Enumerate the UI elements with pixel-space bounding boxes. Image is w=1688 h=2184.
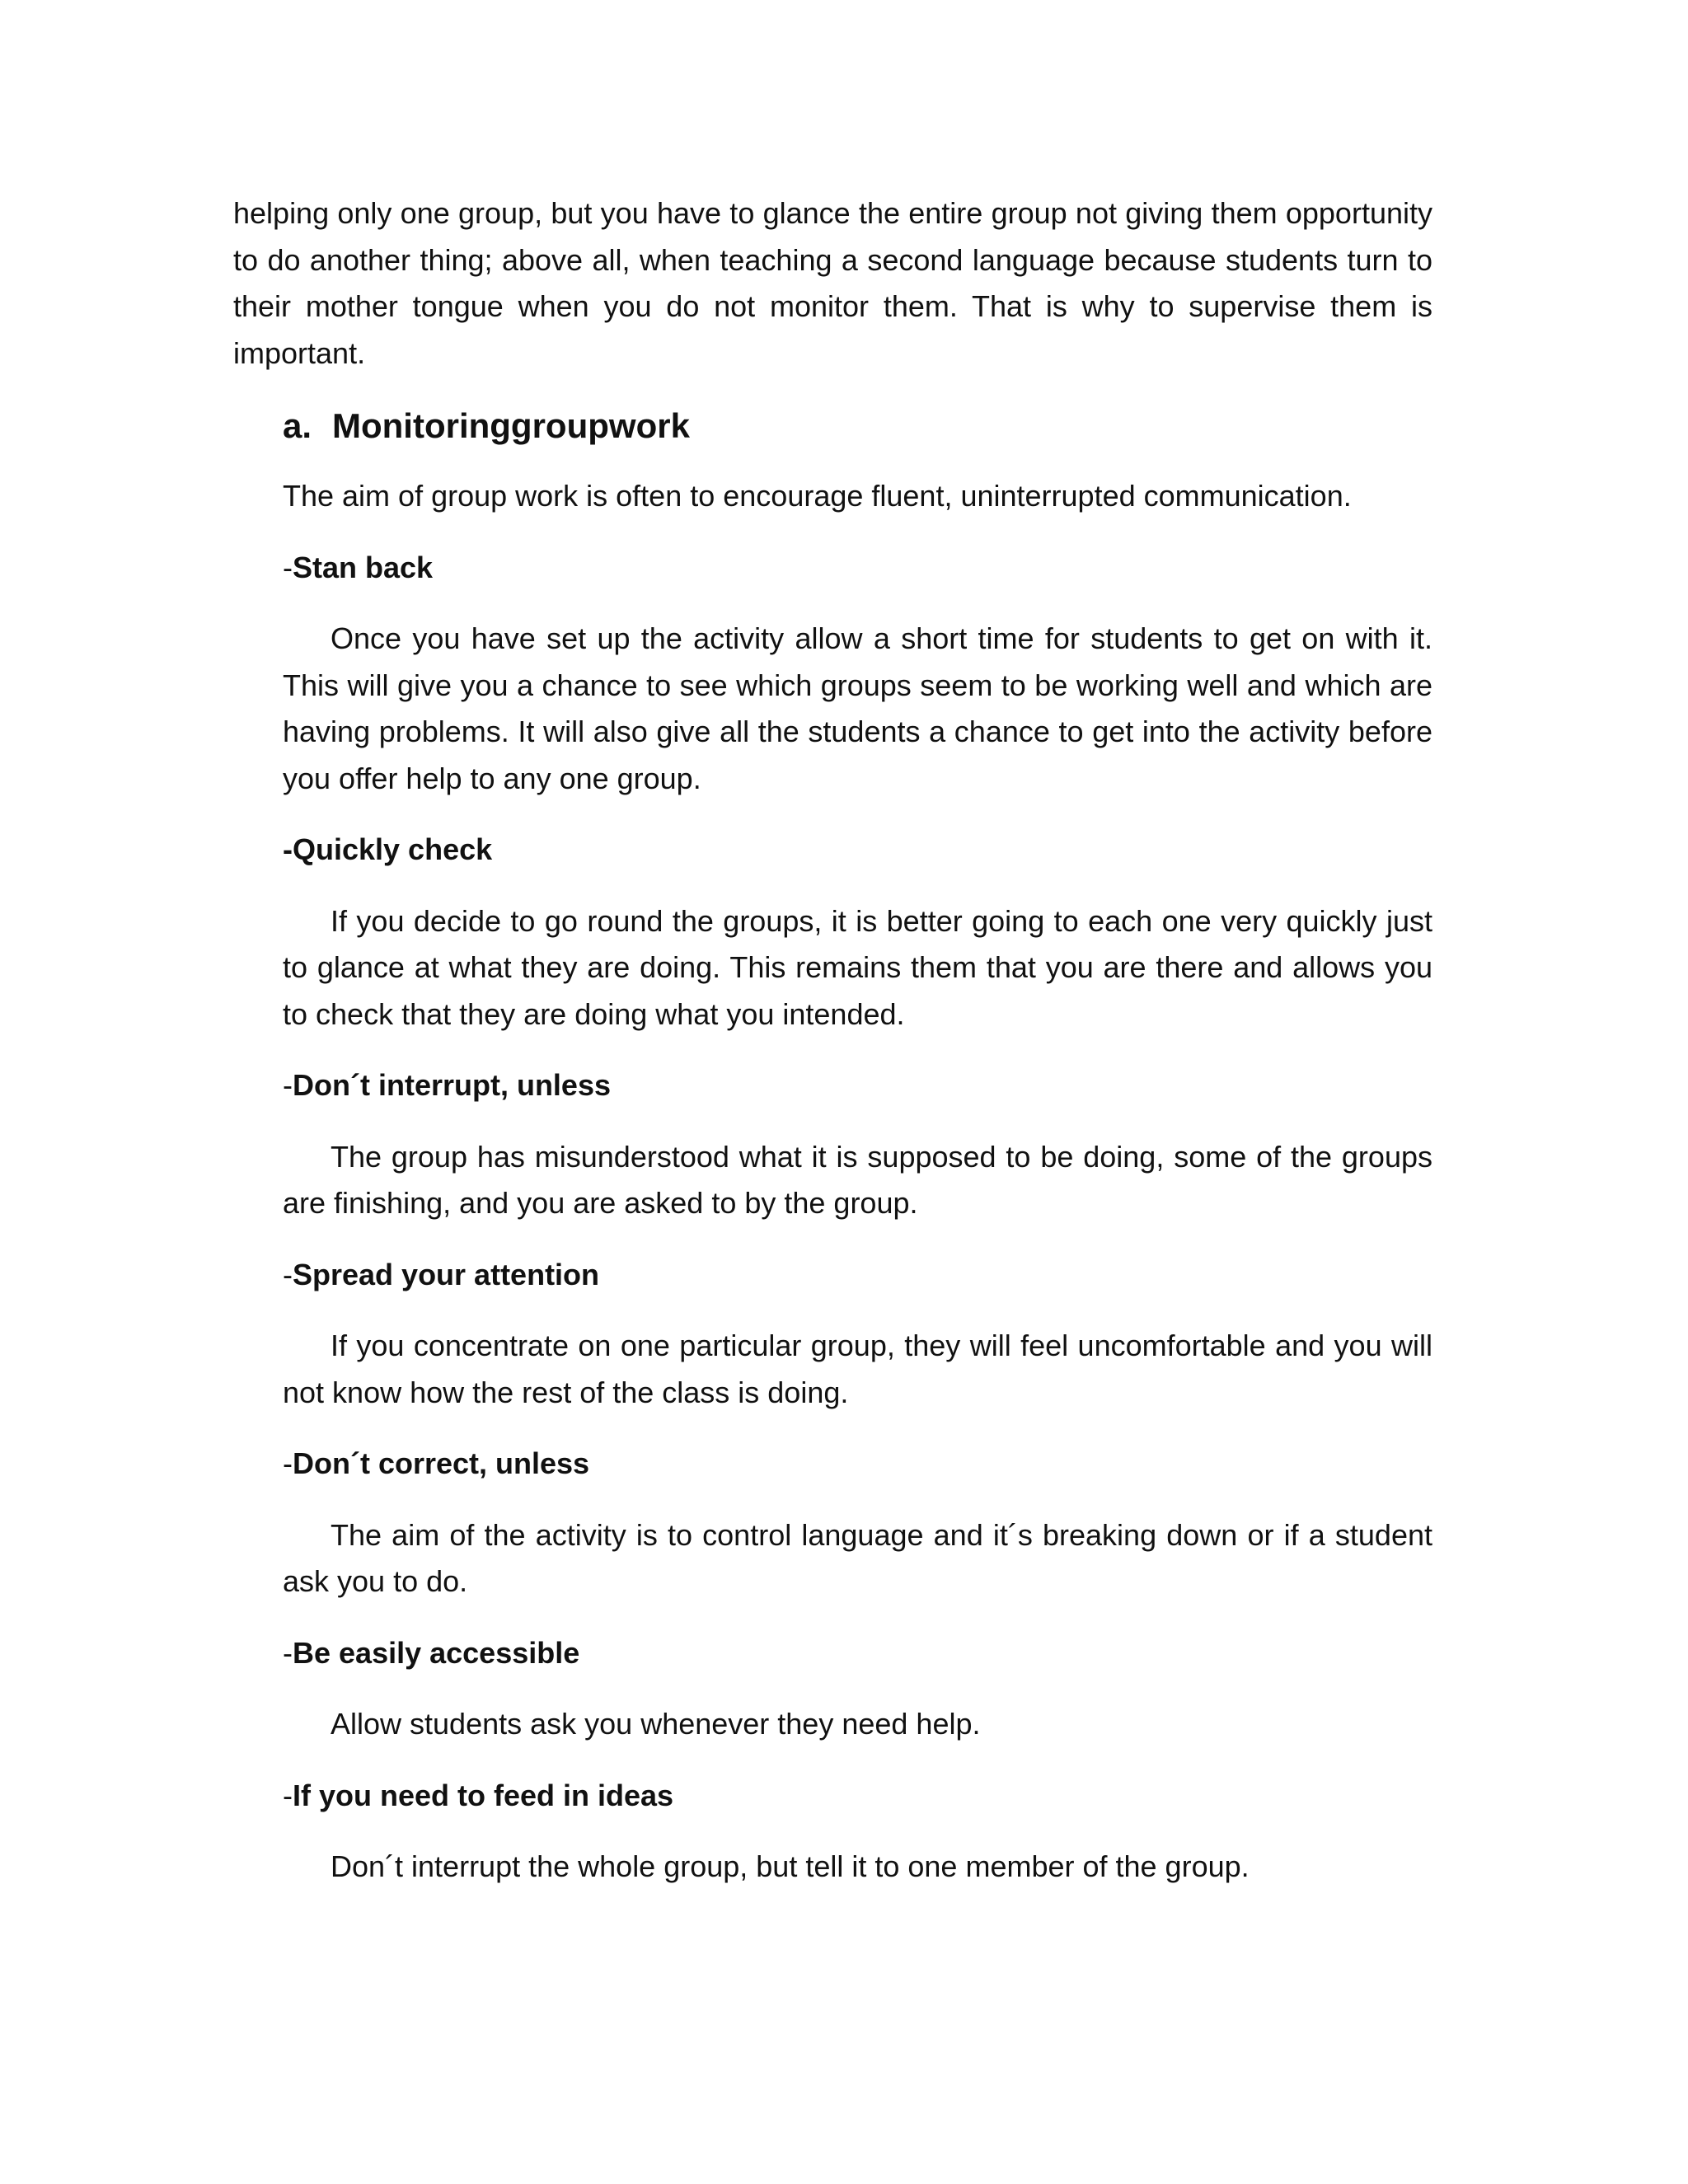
monitoring-section	[283, 399, 1432, 1891]
item-title	[283, 1062, 1432, 1109]
item-body: Allow students ask you whenever they need help.	[331, 1707, 981, 1741]
item-title	[283, 827, 1432, 874]
item-title	[283, 545, 1432, 592]
item-body: Once you have set up the activity allow a short time for students to get on with it. This will give you a chance to see which groups seem to be working well and which are having problems. It will also give all the students a chance to get into the activity before you offer help to any one group.	[283, 621, 1432, 795]
item-title-text: Stan back	[293, 550, 434, 584]
item-title	[283, 1441, 1432, 1488]
item-body: If you concentrate on one particular group, they will feel uncomfortable and you will not know how the rest of the class is doing.	[283, 1329, 1432, 1409]
item-prefix: -	[283, 1778, 293, 1812]
item-title-text: -Quickly check	[283, 832, 493, 866]
list-marker: a.	[283, 406, 312, 445]
item-title-text: Be easily accessible	[293, 1635, 580, 1670]
item-title	[283, 1773, 1432, 1820]
section-heading-text: Monitoringgroupwork	[332, 406, 690, 445]
item-title-text: Don´t correct, unless	[293, 1446, 590, 1480]
intro-paragraph: helping only one group, but you have to glance the entire group not giving them opportunity to do another thing; above all, when teaching a second language because students turn to their mother tongue when you do not monitor them. That is why to supervise them is important.	[233, 196, 1432, 370]
item-title	[283, 1630, 1432, 1677]
item-title-text: If you need to feed in ideas	[293, 1778, 674, 1812]
item-prefix: -	[283, 550, 293, 584]
item-prefix: -	[283, 1257, 293, 1291]
item-body: The group has misunderstood what it is supposed to be doing, some of the groups are finishing, and you are asked to by the group.	[283, 1139, 1432, 1220]
section-heading	[283, 399, 1432, 453]
item-title-text: Spread your attention	[293, 1257, 600, 1291]
item-body: The aim of the activity is to control language and it´s breaking down or if a student ask you to do.	[283, 1517, 1432, 1598]
item-title-text: Don´t interrupt, unless	[293, 1068, 611, 1102]
item-prefix: -	[283, 1068, 293, 1102]
item-prefix: -	[283, 1635, 293, 1670]
section-lead: The aim of group work is often to encourage fluent, uninterrupted communication.	[283, 479, 1352, 513]
item-body: If you decide to go round the groups, it is better going to each one very quickly just to glance at what they are doing. This remains them that you are there and allows you to check that they are doing what you intended.	[283, 903, 1432, 1031]
item-title	[283, 1252, 1432, 1299]
item-body: Don´t interrupt the whole group, but tell it to one member of the group.	[331, 1849, 1250, 1883]
item-prefix: -	[283, 1446, 293, 1480]
